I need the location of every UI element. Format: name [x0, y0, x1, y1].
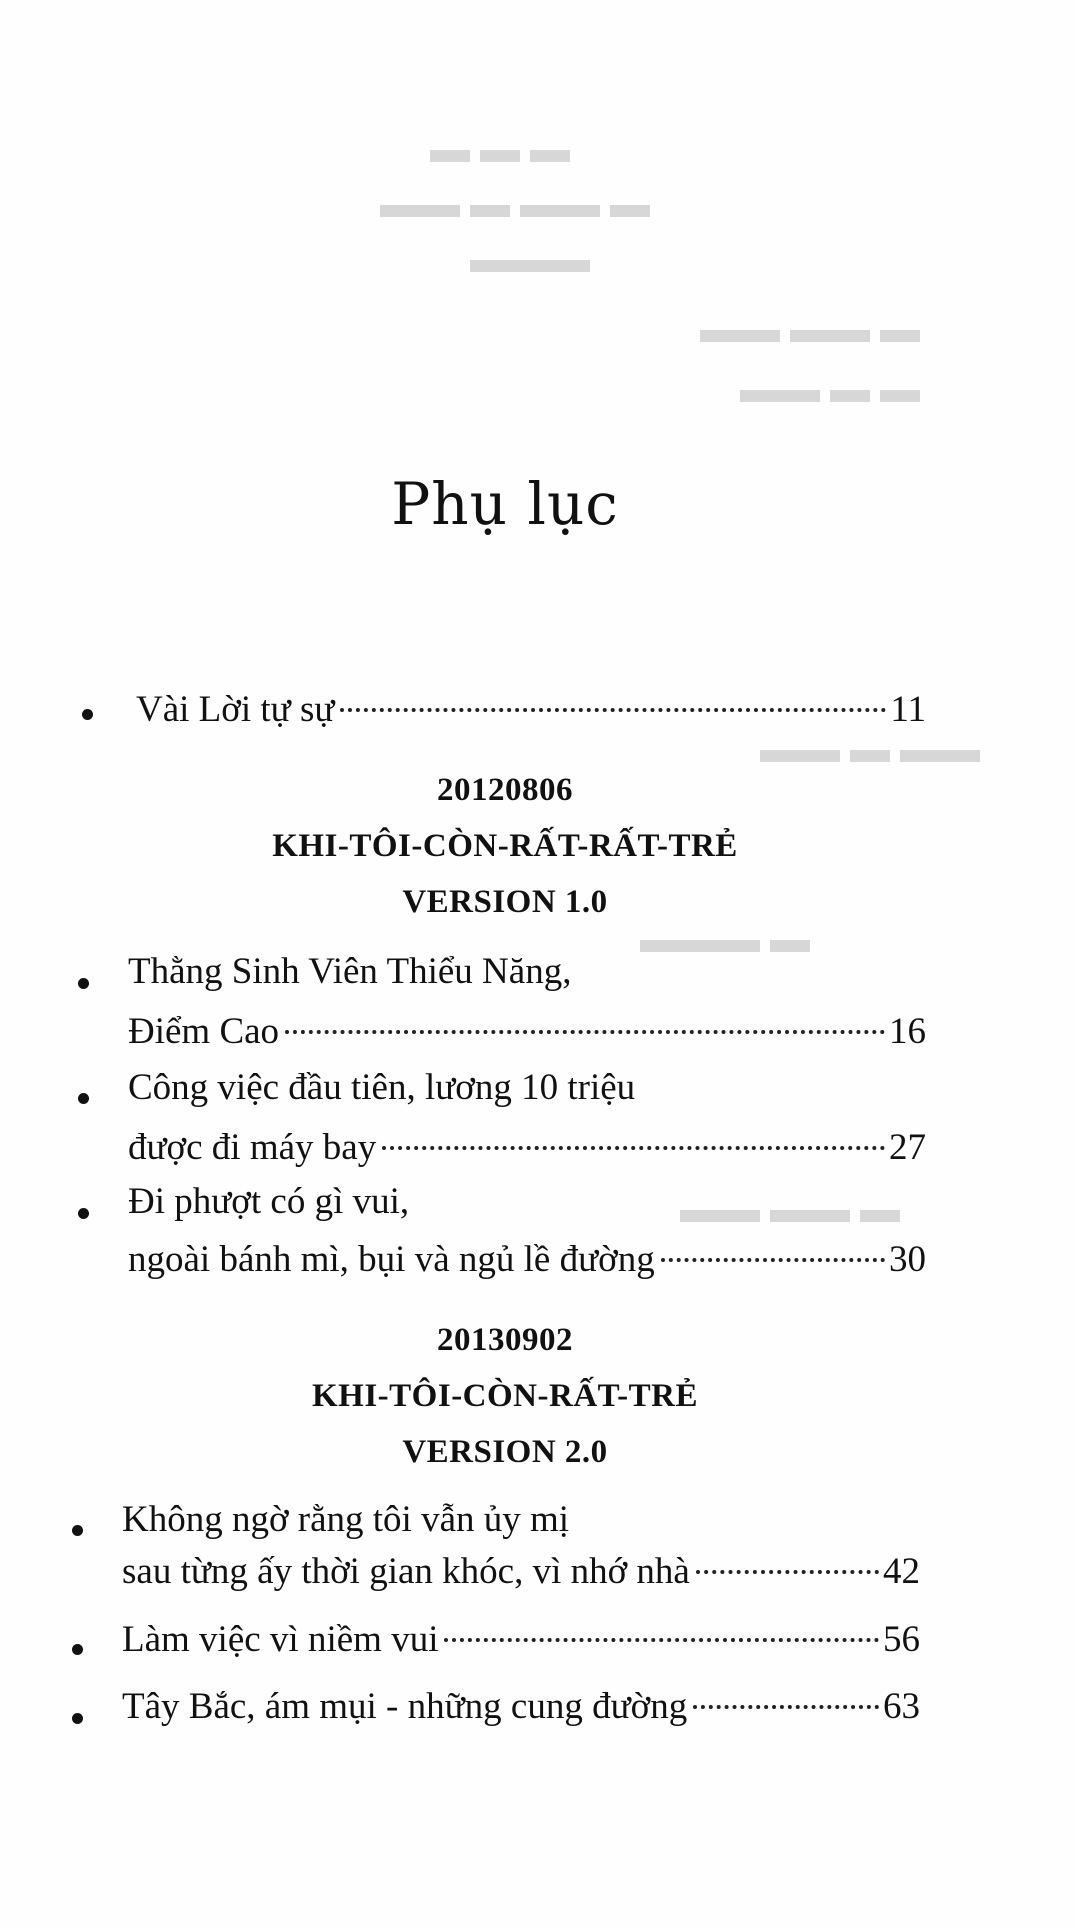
bleed-through-decoration: ▬▬ ▬ ▬▬ ▬	[380, 181, 650, 226]
toc-entry-intro	[136, 680, 926, 740]
dot-leader	[661, 1258, 885, 1262]
dot-leader	[382, 1146, 885, 1150]
toc-entry-page: 42	[883, 1551, 920, 1592]
toc-entry-line2: Làm việc vì niềm vui	[122, 1619, 439, 1660]
section-date: 20120806	[437, 772, 573, 808]
toc-entry	[128, 1230, 926, 1290]
toc-entry	[122, 1542, 920, 1602]
toc-entry	[122, 1677, 920, 1737]
toc-entry-title: Vài Lời tự sự	[136, 689, 335, 730]
toc-entry-line1: Không ngờ rằng tôi vẫn ủy mị	[122, 1499, 570, 1540]
dot-leader	[340, 708, 886, 712]
bleed-through-decoration: ▬ ▬ ▬	[430, 126, 570, 171]
toc-entry-page: 30	[889, 1239, 926, 1280]
section-date: 20130902	[437, 1322, 573, 1358]
toc-entry-line1: Thằng Sinh Viên Thiểu Năng,	[128, 951, 572, 992]
bleed-through-decoration: ▬▬ ▬ ▬▬	[760, 726, 980, 771]
dot-leader	[696, 1570, 879, 1574]
section-version: VERSION 1.0	[402, 884, 608, 920]
bullet-icon	[72, 1644, 83, 1655]
toc-entry-page: 27	[889, 1127, 926, 1168]
dot-leader	[444, 1638, 879, 1642]
toc-entry-line2: Điểm Cao	[128, 1011, 280, 1052]
toc-entry-page: 11	[890, 689, 926, 730]
toc-entry-line2: được đi máy bay	[128, 1127, 377, 1168]
dot-leader	[693, 1705, 879, 1709]
bleed-through-decoration: ▬▬ ▬▬ ▬	[700, 306, 920, 351]
bullet-icon	[72, 1525, 83, 1536]
section-heading: KHI-TÔI-CÒN-RẤT-TRẺ	[312, 1378, 698, 1414]
bleed-through-decoration: ▬▬ ▬▬ ▬	[680, 1186, 900, 1231]
toc-entry-line2: ngoài bánh mì, bụi và ngủ lề đường	[128, 1239, 655, 1280]
bullet-icon	[82, 709, 93, 720]
toc-entry-page: 16	[889, 1011, 926, 1052]
dot-leader	[285, 1030, 885, 1034]
bullet-icon	[78, 1093, 89, 1104]
page-title: Phụ lục	[391, 470, 619, 538]
toc-entry-line1: Đi phượt có gì vui,	[128, 1181, 410, 1222]
bullet-icon	[78, 978, 89, 989]
toc-entry	[128, 1002, 926, 1062]
section-version: VERSION 2.0	[402, 1434, 608, 1470]
toc-entry-line1: Công việc đầu tiên, lương 10 triệu	[128, 1067, 636, 1108]
bullet-icon	[78, 1208, 89, 1219]
bleed-through-decoration: ▬▬ ▬ ▬	[740, 366, 920, 411]
bullet-icon	[72, 1713, 83, 1724]
toc-entry-line2: sau từng ấy thời gian khóc, vì nhớ nhà	[122, 1551, 690, 1592]
bleed-through-decoration: ▬▬▬	[470, 236, 590, 281]
toc-entry-line2: Tây Bắc, ám mụi - những cung đường	[122, 1686, 688, 1727]
toc-entry	[128, 1118, 926, 1178]
toc-entry-page: 56	[883, 1619, 920, 1660]
toc-entry-page: 63	[883, 1686, 920, 1727]
toc-entry	[122, 1610, 920, 1670]
section-heading: KHI-TÔI-CÒN-RẤT-RẤT-TRẺ	[272, 828, 738, 864]
bleed-through-decoration: ▬▬▬ ▬	[640, 916, 810, 961]
